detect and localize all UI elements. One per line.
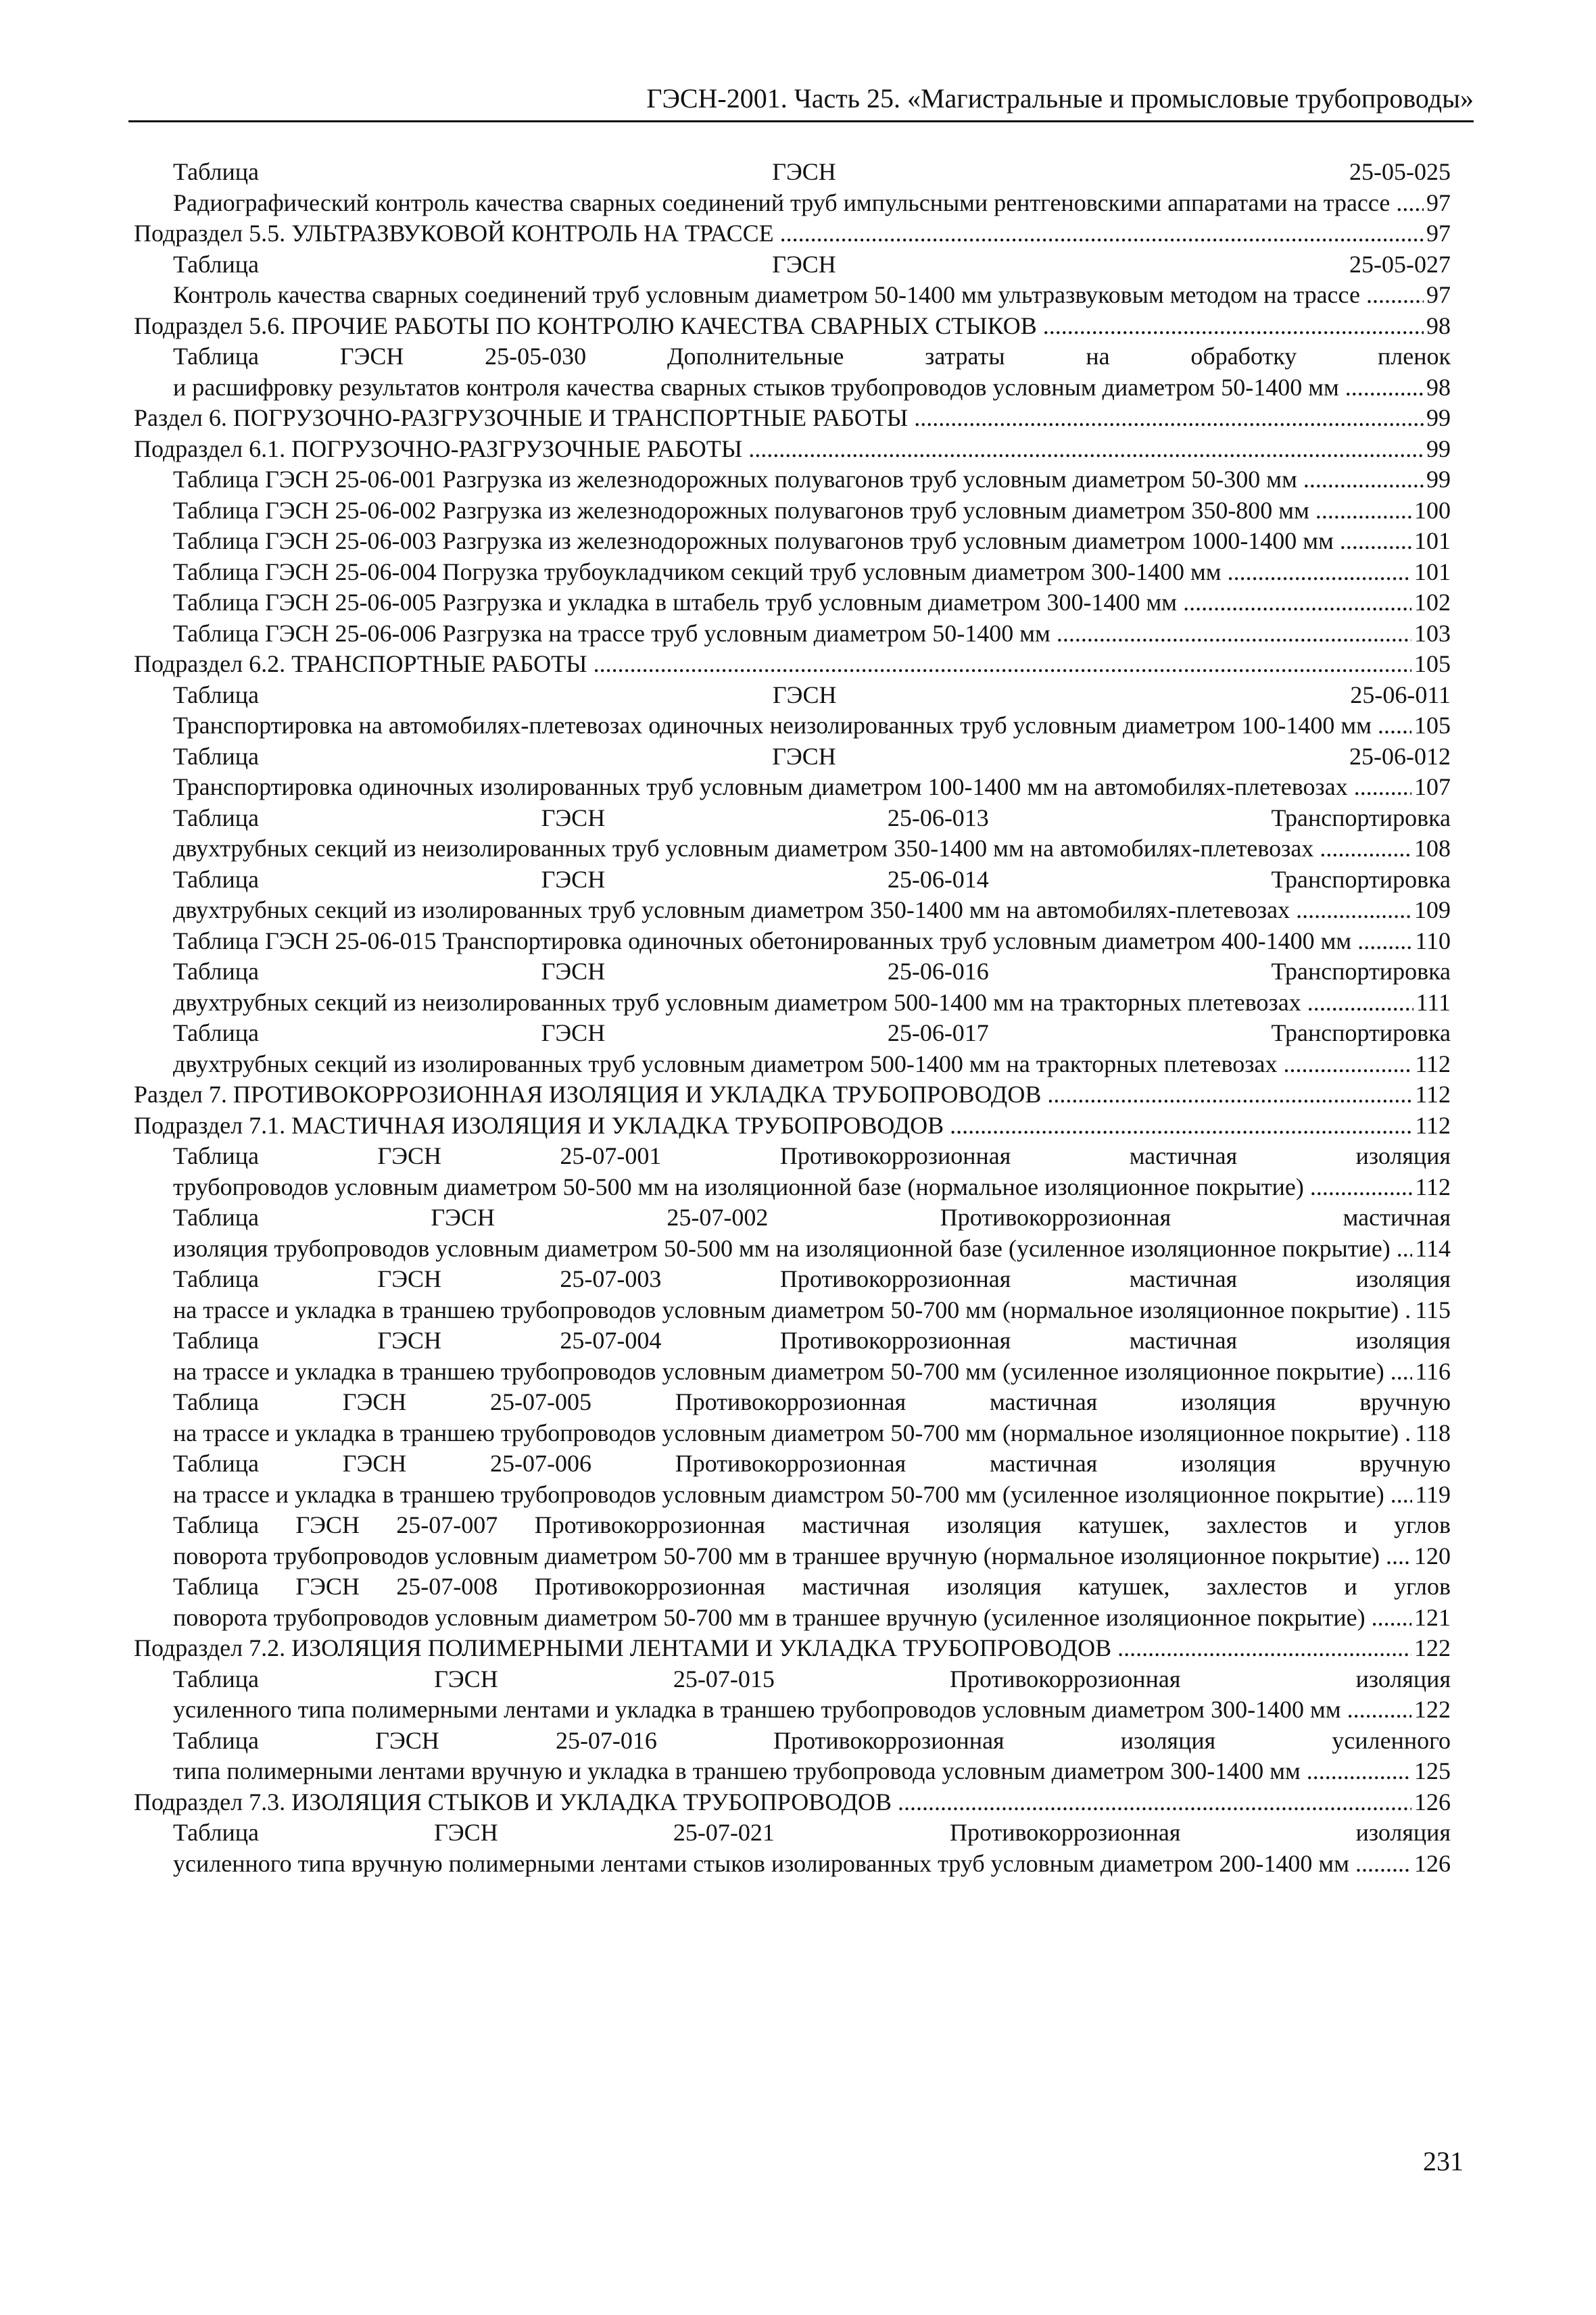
toc-entry-text-wrap: Таблица ГЭСН 25-07-015 Противокоррозионная изоляция [173, 1665, 1451, 1692]
toc-page-number: 116 [1415, 1357, 1451, 1385]
toc-entry-text: усиленного типа вручную полимерными лентами стыков изолированных труб условным диаметром 200-1400 мм ..... [173, 1849, 1411, 1880]
toc-table-entry [134, 495, 1451, 527]
toc-entry-text: на трассе и укладка в траншею трубопроводов условным диаметром 50-700 мм (нормальное изоляционное покрытие) ..... [173, 1295, 1412, 1326]
toc-entry-text-wrap: Таблица ГЭСН 25-07-006 Противокоррозионная мастичная изоляция вручную [173, 1450, 1451, 1477]
toc-page-number: 120 [1414, 1542, 1451, 1569]
toc-page-number: 112 [1415, 1050, 1451, 1077]
toc-entry-text: и расшифровку результатов контроля качества сварных стыков трубопроводов условным диаметром 50-1400 мм ..... [173, 372, 1424, 404]
toc-page-number: 115 [1415, 1296, 1451, 1323]
toc-table-entry [134, 157, 1451, 218]
toc-section-entry [134, 1111, 1451, 1142]
toc-entry-text: Транспортировка на автомобилях-плетевозах одиночных неизолированных труб условным диаметром 100-1400 мм ..... [173, 710, 1411, 741]
toc-entry-text-wrap: Таблица ГЭСН 25-05-027 [173, 250, 1451, 278]
toc-entry-text: Контроль качества сварных соединений труб условным диаметром 50-1400 мм ультразвуковым методом на трассе ..... [173, 280, 1424, 311]
toc-entry-text-wrap: Таблица ГЭСН 25-06-011 [173, 681, 1451, 708]
toc-entry-text-wrap: Таблица ГЭСН 25-07-008 Противокоррозионная мастичная изоляция катушек, захлестов и углов [173, 1573, 1451, 1600]
toc-page-number: 110 [1415, 927, 1451, 954]
toc-entry-text: Подраздел 7.2. ИЗОЛЯЦИЯ ПОЛИМЕРНЫМИ ЛЕНТАМИ И УКЛАДКА ТРУБОПРОВОДОВ ..... [134, 1633, 1411, 1664]
toc-entry-text: Транспортировка одиночных изолированных труб условным диаметром 100-1400 мм на автомобилях-плетевозах ..... [173, 772, 1411, 803]
toc-page-number: 98 [1426, 373, 1451, 401]
toc-table-entry [134, 1018, 1451, 1079]
toc-entry-text: Таблица ГЭСН 25-06-004 Погрузка трубоукладчиком секций труб условным диаметром 300-1400 мм ..... [173, 557, 1411, 588]
toc-page-number: 101 [1414, 527, 1451, 554]
toc-page-number: 97 [1426, 281, 1451, 308]
toc-table-entry [134, 1664, 1451, 1726]
toc-entry-text: усиленного типа полимерными лентами и укладка в траншею трубопроводов условным диаметром 300-1400 мм ..... [173, 1695, 1411, 1726]
toc-page-number: 107 [1414, 773, 1451, 800]
toc-entry-text-wrap: Таблица ГЭСН 25-07-016 Противокоррозионная изоляция усиленного [173, 1726, 1451, 1754]
toc-table-entry [134, 557, 1451, 588]
toc-entry-text-wrap: Таблица ГЭСН 25-07-005 Противокоррозионная мастичная изоляция вручную [173, 1388, 1451, 1415]
toc-entry-text-wrap: Таблица ГЭСН 25-07-001 Противокоррозионная мастичная изоляция [173, 1142, 1451, 1169]
toc-section-entry [134, 434, 1451, 465]
toc-page-number: 102 [1414, 589, 1451, 616]
toc-table-entry [134, 926, 1451, 957]
toc-page-number: 109 [1414, 896, 1451, 923]
toc-page-number: 99 [1426, 466, 1451, 493]
toc-table-entry [134, 464, 1451, 495]
toc-page-number: 108 [1414, 835, 1451, 862]
toc-page-number: 97 [1426, 189, 1451, 216]
toc-page-number: 122 [1414, 1634, 1451, 1661]
toc-entry-text: изоляция трубопроводов условным диаметром 50-500 мм на изоляционной базе (усиленное изоляционное покрытие) ..... [173, 1234, 1412, 1265]
page-number: 231 [1423, 2146, 1464, 2176]
toc-page-number: 126 [1414, 1849, 1451, 1877]
toc-entry-text-wrap: Таблица ГЭСН 25-07-007 Противокоррозионная мастичная изоляция катушек, захлестов и углов [173, 1511, 1451, 1538]
toc-section-entry [134, 1787, 1451, 1818]
toc-entry-text-wrap: Таблица ГЭСН 25-06-013 Транспортировка [173, 804, 1451, 831]
toc-entry-text: на трассе и укладка в траншею трубопроводов условным диаметром 50-700 мм (нормальное изоляционное покрытие) ..... [173, 1418, 1412, 1449]
toc-table-entry [134, 1264, 1451, 1325]
toc-table-entry [134, 1202, 1451, 1264]
toc-table-entry [134, 803, 1451, 864]
toc-entry-text-wrap: Таблица ГЭСН 25-07-021 Противокоррозионная изоляция [173, 1819, 1451, 1846]
toc-page-number: 111 [1416, 988, 1451, 1016]
toc-table-entry [134, 1141, 1451, 1202]
toc-entry-text-wrap: Таблица ГЭСН 25-06-012 [173, 742, 1451, 770]
toc-table-entry [134, 1726, 1451, 1787]
toc-entry-text: на трассе и укладка в траншею трубопроводов условным диамстром 50-700 мм (усиленное изоляционное покрытие) ..... [173, 1480, 1412, 1511]
toc-page-number: 125 [1414, 1757, 1451, 1784]
toc-entry-text: двухтрубных секций из изолированных труб условным диаметром 500-1400 мм на тракторных плетевозах ..... [173, 1049, 1412, 1080]
toc-entry-text: Подраздел 7.1. МАСТИЧНАЯ ИЗОЛЯЦИЯ И УКЛАДКА ТРУБОПРОВОДОВ ..... [134, 1111, 1412, 1142]
toc-entry-text-wrap: Таблица ГЭСН 25-06-014 Транспортировка [173, 865, 1451, 893]
toc-entry-text-wrap: Таблица ГЭСН 25-06-017 Транспортировка [173, 1019, 1451, 1046]
toc-entry-text: поворота трубопроводов условным диаметром 50-700 мм в траншее вручную (усиленное изоляционное покрытие) ..... [173, 1603, 1411, 1634]
toc-section-entry [134, 1633, 1451, 1664]
toc-page-number: 99 [1426, 404, 1451, 431]
toc-entry-text: Радиографический контроль качества сварных соединений труб импульсными рентгеновскими аппаратами на трассе ..... [173, 188, 1424, 219]
toc-page-number: 98 [1426, 312, 1451, 339]
toc-entry-text: Таблица ГЭСН 25-06-002 Разгрузка из железнодорожных полувагонов труб условным диаметром 350-800 мм ..... [173, 495, 1411, 527]
toc-entry-text: на трассе и укладка в траншею трубопроводов условным диаметром 50-700 мм (усиленное изоляционное покрытие) ..... [173, 1357, 1412, 1388]
toc-entry-text: Раздел 7. ПРОТИВОКОРРОЗИОННАЯ ИЗОЛЯЦИЯ И УКЛАДКА ТРУБОПРОВОДОВ ..... [134, 1079, 1412, 1111]
toc-entry-text: Таблица ГЭСН 25-06-003 Разгрузка из железнодорожных полувагонов труб условным диаметром 1000-1400 мм ..... [173, 526, 1411, 557]
toc-table-entry [134, 341, 1451, 403]
toc-table-entry [134, 1571, 1451, 1633]
toc-entry-text: Подраздел 6.1. ПОГРУЗОЧНО-РАЗГРУЗОЧНЫЕ РАБОТЫ ..... [134, 434, 1424, 465]
toc-table-entry [134, 741, 1451, 803]
toc-page-number: 103 [1414, 619, 1451, 647]
toc-section-entry [134, 649, 1451, 680]
toc-table-entry [134, 680, 1451, 741]
toc-table-entry [134, 1818, 1451, 1879]
toc-entry-text: трубопроводов условным диаметром 50-500 мм на изоляционной базе (нормальное изоляционное покрытие) ..... [173, 1172, 1412, 1203]
toc-entry-text: Таблица ГЭСН 25-06-005 Разгрузка и укладка в штабель труб условным диаметром 300-1400 мм ..... [173, 587, 1411, 618]
toc-section-entry [134, 218, 1451, 249]
toc-page-number: 121 [1414, 1603, 1451, 1631]
toc-page-number: 119 [1415, 1480, 1451, 1508]
toc-entry-text-wrap: Таблица ГЭСН 25-05-030 Дополнительные затраты на обработку пленок [173, 343, 1451, 370]
toc-entry-text: Таблица ГЭСН 25-06-006 Разгрузка на трассе труб условным диаметром 50-1400 мм ..... [173, 618, 1411, 650]
toc-section-entry [134, 311, 1451, 342]
toc-page-number: 118 [1415, 1419, 1451, 1446]
toc-section-entry [134, 403, 1451, 434]
toc-page-number: 101 [1414, 558, 1451, 585]
toc-table-entry [134, 1387, 1451, 1448]
toc-entry-text: типа полимерными лентами вручную и укладка в траншею трубопровода условным диаметром 300-1400 мм ..... [173, 1756, 1411, 1787]
toc-table-entry [134, 526, 1451, 557]
toc-page-number: 122 [1414, 1696, 1451, 1723]
toc-table-entry [134, 587, 1451, 618]
toc-entry-text: Подраздел 5.6. ПРОЧИЕ РАБОТЫ ПО КОНТРОЛЮ КАЧЕСТВА СВАРНЫХ СТЫКОВ ..... [134, 311, 1424, 342]
toc-entry-text: Подраздел 7.3. ИЗОЛЯЦИЯ СТЫКОВ И УКЛАДКА ТРУБОПРОВОДОВ ..... [134, 1787, 1411, 1818]
toc-page-number: 112 [1415, 1111, 1451, 1139]
toc-entry-text-wrap: Таблица ГЭСН 25-06-016 Транспортировка [173, 958, 1451, 985]
toc-entry-text: двухтрубных секций из неизолированных труб условным диаметром 350-1400 мм на автомобилях-плетевозах ..... [173, 833, 1411, 864]
toc-entry-text: Подраздел 5.5. УЛЬТРАЗВУКОВОЙ КОНТРОЛЬ НА ТРАССЕ ..... [134, 218, 1424, 249]
toc-table-entry [134, 249, 1451, 311]
toc-page-number: 99 [1426, 435, 1451, 462]
toc-table-entry [134, 956, 1451, 1018]
table-of-contents [134, 157, 1451, 1879]
toc-page-number: 126 [1414, 1788, 1451, 1816]
toc-table-entry [134, 1510, 1451, 1571]
toc-entry-text-wrap: Таблица ГЭСН 25-07-003 Противокоррозионная мастичная изоляция [173, 1265, 1451, 1292]
toc-entry-text-wrap: Таблица ГЭСН 25-07-004 Противокоррозионная мастичная изоляция [173, 1327, 1451, 1354]
toc-page-number: 105 [1414, 712, 1451, 739]
toc-table-entry [134, 864, 1451, 926]
toc-table-entry [134, 618, 1451, 650]
toc-page-number: 112 [1415, 1173, 1451, 1200]
toc-page-number: 100 [1414, 496, 1451, 524]
toc-table-entry [134, 1448, 1451, 1510]
toc-entry-text-wrap: Таблица ГЭСН 25-05-025 [173, 158, 1451, 185]
toc-entry-text: Таблица ГЭСН 25-06-001 Разгрузка из железнодорожных полувагонов труб условным диаметром 50-300 мм ..... [173, 464, 1424, 495]
toc-entry-text: поворота трубопроводов условным диаметром 50-700 мм в траншее вручную (нормальное изоляционное покрытие) ..... [173, 1541, 1411, 1572]
toc-entry-text-wrap: Таблица ГЭСН 25-07-002 Противокоррозионная мастичная [173, 1204, 1451, 1231]
toc-entry-text: двухтрубных секций из изолированных труб условным диаметром 350-1400 мм на автомобилях-плетевозах ..... [173, 895, 1411, 926]
toc-entry-text: Подраздел 6.2. ТРАНСПОРТНЫЕ РАБОТЫ ..... [134, 649, 1411, 680]
toc-page-number: 112 [1415, 1081, 1451, 1108]
running-header: ГЭСН-2001. Часть 25. «Магистральные и промысловые трубопроводы» [128, 81, 1474, 122]
toc-entry-text: двухтрубных секций из неизолированных труб условным диаметром 500-1400 мм на тракторных плетевозах ..... [173, 988, 1413, 1019]
toc-page-number: 105 [1414, 650, 1451, 677]
toc-page-number: 114 [1415, 1234, 1451, 1262]
toc-entry-text: Раздел 6. ПОГРУЗОЧНО-РАЗГРУЗОЧНЫЕ И ТРАНСПОРТНЫЕ РАБОТЫ ..... [134, 403, 1424, 434]
toc-section-entry [134, 1079, 1451, 1111]
toc-entry-text: Таблица ГЭСН 25-06-015 Транспортировка одиночных обетонированных труб условным диаметром 400-1400 мм ..... [173, 926, 1412, 957]
toc-page-number: 97 [1426, 220, 1451, 247]
toc-table-entry [134, 1325, 1451, 1387]
